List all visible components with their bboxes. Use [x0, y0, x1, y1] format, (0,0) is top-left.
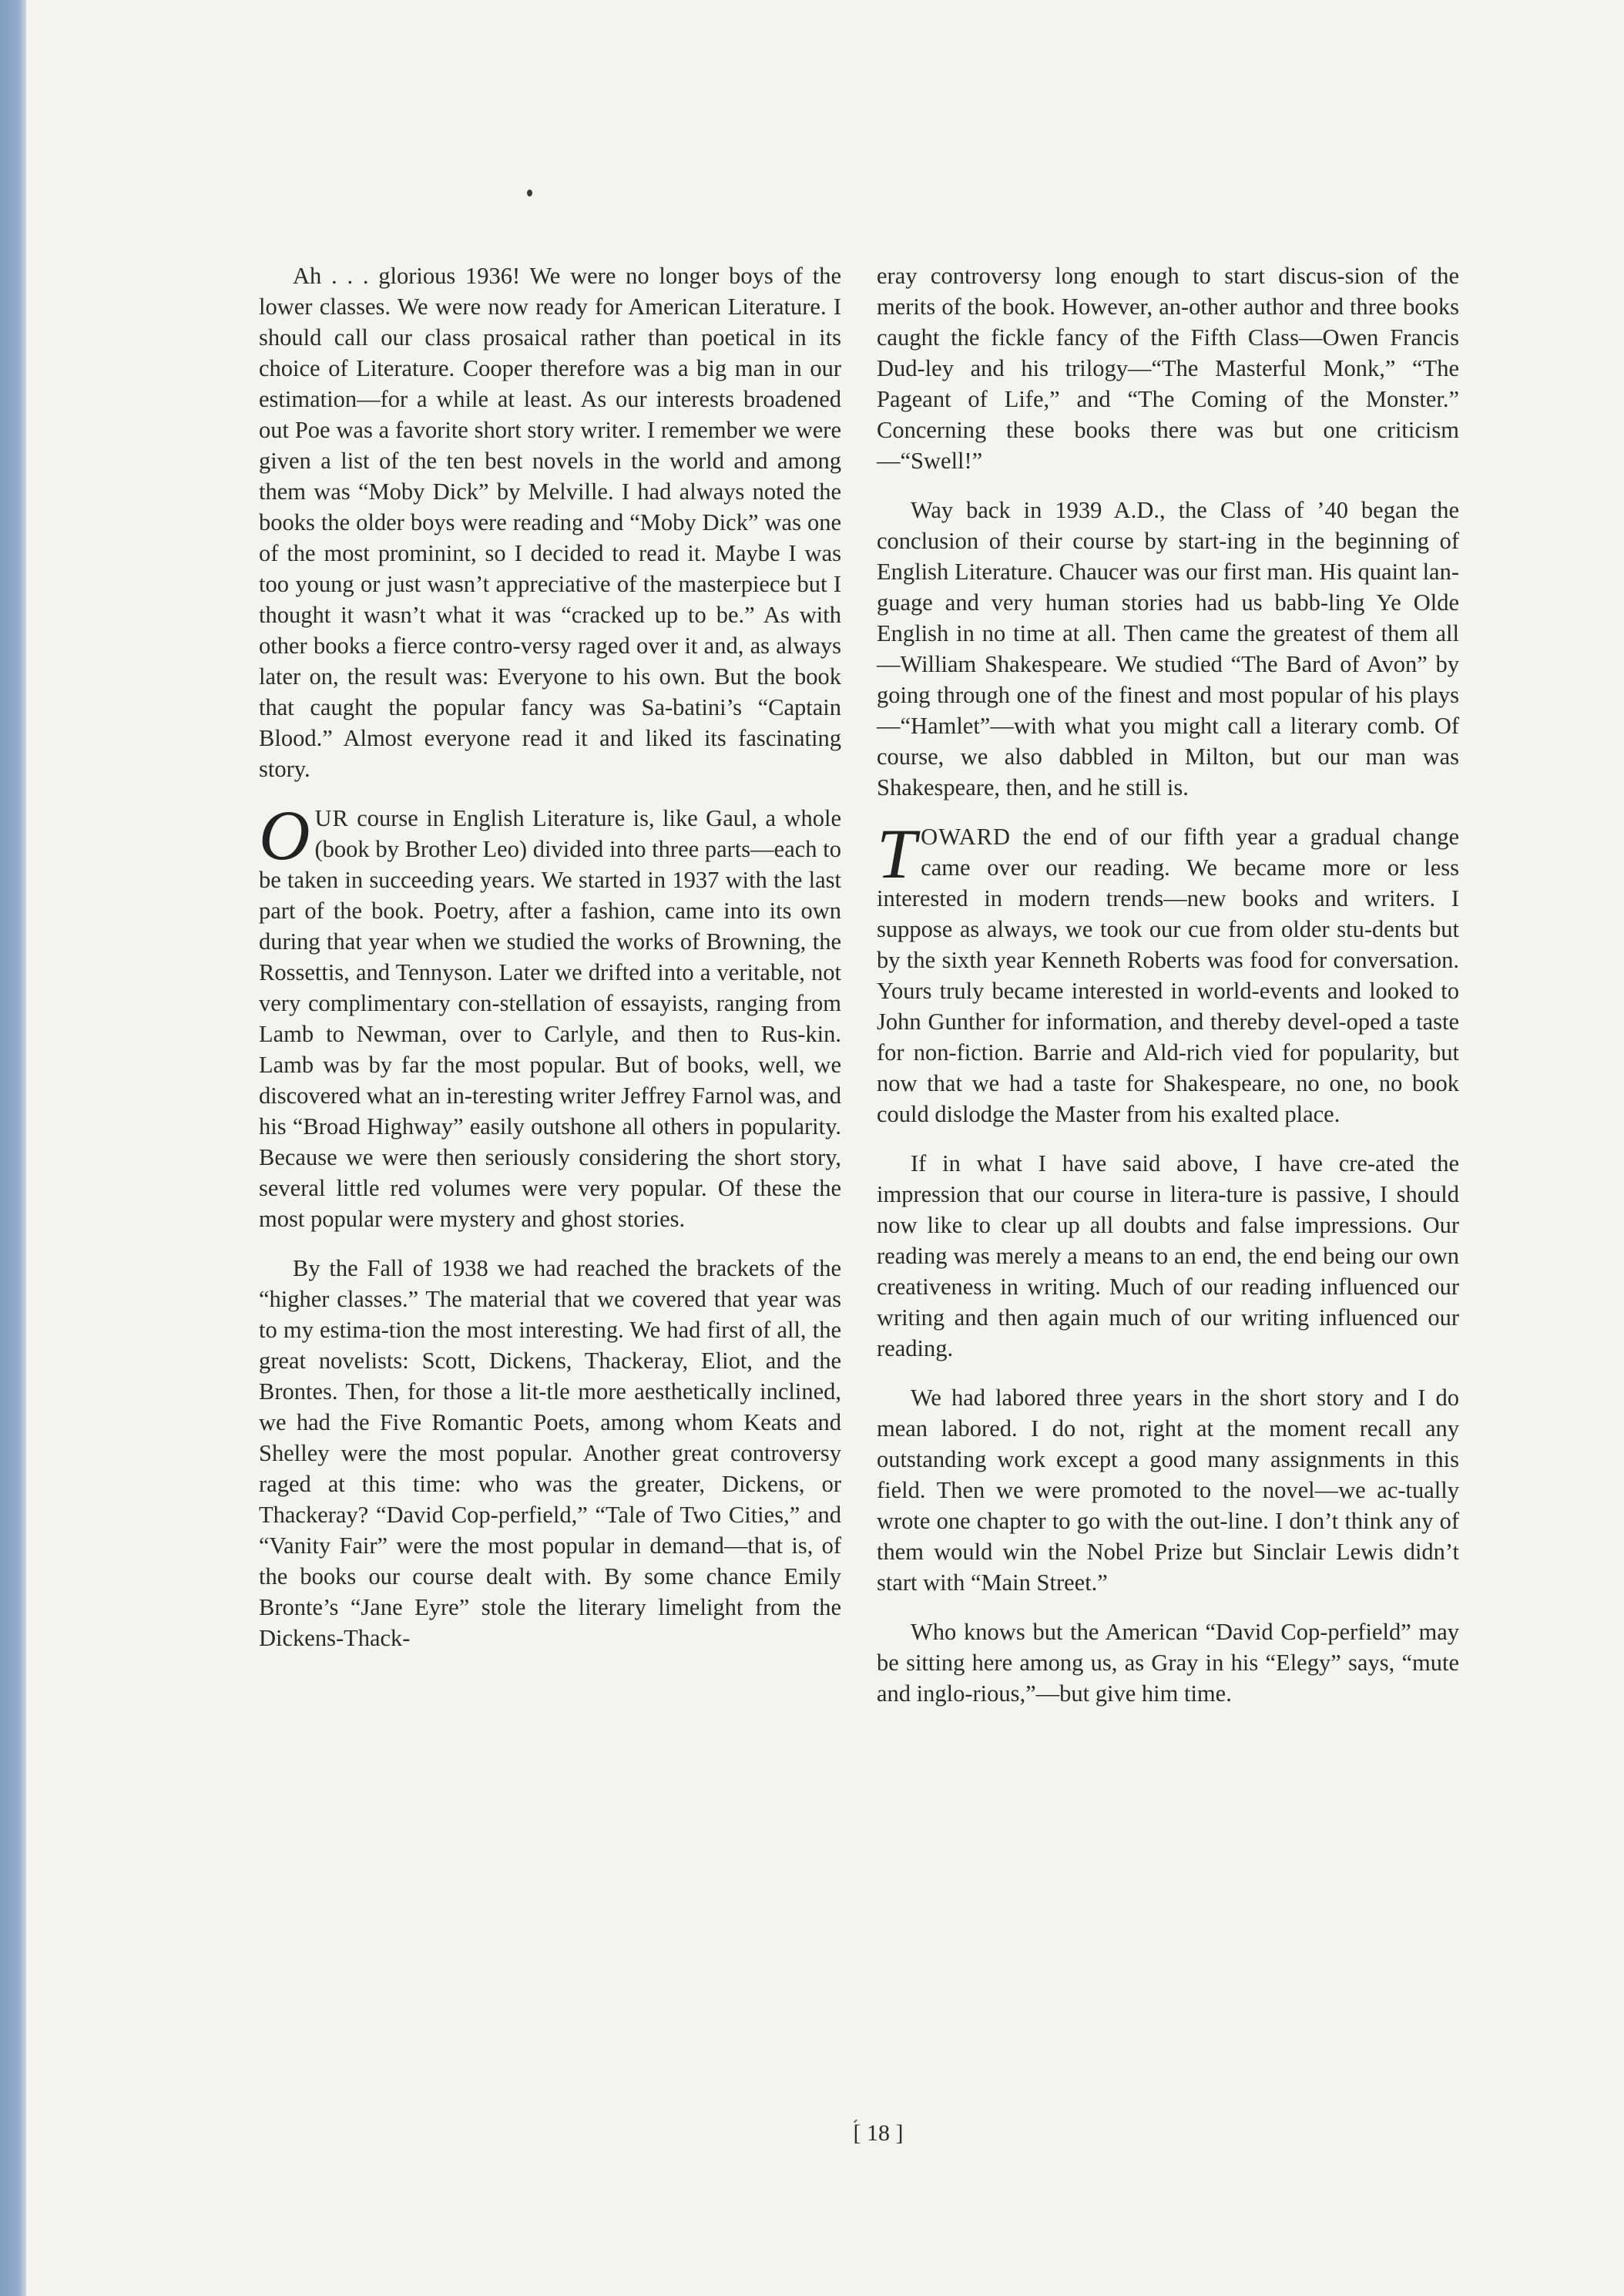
small-caps-lead: OWARD: [921, 824, 1012, 850]
left-column: [259, 260, 841, 1672]
paragraph-our-course: [259, 796, 841, 1234]
small-caps-lead: UR: [314, 805, 349, 831]
paragraph-continued: eray controversy long enough to start discus-sion of the merits of the book. However, an-other author and three books caught the fickle fancy of the Fifth Class—Owen Francis Dud-ley and his trilogy—“The Masterful Monk,” “The Pageant of Life,” and “The Coming of the Monster.” Concerning these books there was but one criticism—“Swell!”: [877, 263, 1459, 474]
drop-cap-o: O: [259, 796, 309, 874]
paragraph-fall-1938: By the Fall of 1938 we had reached the brackets of the “higher classes.” The material that we covered that year was to my estima-tion the most interesting. We had first of all, the great novelists: Scott, Dickens, Thackeray, Eliot, and the Brontes. Then, for those a lit-tle more aesthetically inclined, we had the Five Romantic Poets, among whom Keats and Shelley were the most popular. Another great controversy raged at this time: who was the greater, Dickens, or Thackeray? “David Cop-perfield,” “Tale of Two Cities,” and “Vanity Fair” were the most popular in demand—that is, of the books our course dealt with. By some chance Emily Bronte’s “Jane Eyre” stole the literary limelight from the Dickens-Thack-: [259, 1255, 841, 1651]
paragraph-creativeness: If in what I have said above, I have cre-ated the impression that our course in litera-ture is passive, I should now like to clear up all doubts and false impressions. Our reading was merely a means to an end, the end being our own creativeness in writing. Much of our reading influenced our writing and then again much of our writing influenced our reading.: [877, 1150, 1459, 1361]
page-number: [ 18 ]: [853, 2120, 904, 2146]
right-column: [877, 260, 1459, 1727]
paragraph-toward: [877, 814, 1459, 1130]
paragraph-text: the end of our fifth year a gradual change came over our reading. We became more or less interested in modern trends—new books and writers. I suppose as always, we took our cue from older stu-dents but by the sixth year Kenneth Roberts was food for conversation. Yours truly became interested in world-events and looked to John Gunther for information, and thereby devel-oped a taste for non-fiction. Barrie and Ald-rich vied for popularity, but now that we had a taste for Shakespeare, no one, no book could dislodge the Master from his exalted place.: [877, 824, 1459, 1127]
book-spine: [0, 0, 26, 2296]
paragraph-1939: Way back in 1939 A.D., the Class of ’40 began the conclusion of their course by start-ing in the beginning of English Literature. Chaucer was our first man. His quaint lan-guage and very human stories had us babb-ling Ye Olde English in no time at all. Then came the greatest of them all—William Shakespeare. We studied “The Bard of Avon” by going through one of the finest and most popular of his plays—“Hamlet”—with what you might call a literary comb. Of course, we also dabbled in Milton, but our man was Shakespeare, then, and he still is.: [877, 497, 1459, 801]
paragraph-david-copperfield: Who knows but the American “David Cop-perfield” may be sitting here among us, as Gray in his “Elegy” says, “mute and inglo-rious,”—but give him time.: [877, 1619, 1459, 1707]
drop-cap-t: T: [877, 814, 915, 893]
paragraph-text: course in English Literature is, like Gaul, a whole (book by Brother Leo) divided into three parts—each to be taken in succeeding years. We started in 1937 with the last part of the book. Poetry, after a fashion, came into its own during that year when we studied the works of Browning, the Rossettis, and Tennyson. Later we drifted into a veritable, not very complimentary con-stellation of essayists, ranging from Lamb to Newman, over to Carlyle, and then to Rus-kin. Lamb was by far the most popular. But of books, well, we discovered what an in-teresting writer Jeffrey Farnol was, and his “Broad Highway” easily outshone all others in popularity. Because we were then seriously considering the short story, several little red volumes were very popular. Of these the most popular were mystery and ghost stories.: [259, 805, 841, 1232]
paragraph-short-story: We had labored three years in the short story and I do mean labored. I do not, right at the moment recall any outstanding work except a good many assignments in this field. Then we were promoted to the novel—we ac-tually wrote one chapter to go with the out-line. I don’t think any of them would win the Nobel Prize but Sinclair Lewis didn’t start with “Main Street.”: [877, 1385, 1459, 1596]
ink-dot: [527, 190, 532, 196]
paragraph-1936: Ah . . . glorious 1936! We were no longer boys of the lower classes. We were now ready for American Literature. I should call our class prosaical rather than poetical in its choice of Literature. Cooper therefore was a big man in our estimation—for a while at least. As our interests broadened out Poe was a favorite short story writer. I remember we were given a list of the ten best novels in the world and among them was “Moby Dick” by Melville. I had always noted the books the older boys were reading and “Moby Dick” was one of the most prominint, so I decided to read it. Maybe I was too young or just wasn’t appreciative of the masterpiece but I thought it wasn’t what it was “cracked up to be.” As with other books a fierce contro-versy raged over it and, as always later on, the result was: Everyone to his own. But the book that caught the popular fancy was Sa-batini’s “Captain Blood.” Almost everyone read it and liked its fascinating story.: [259, 263, 841, 782]
